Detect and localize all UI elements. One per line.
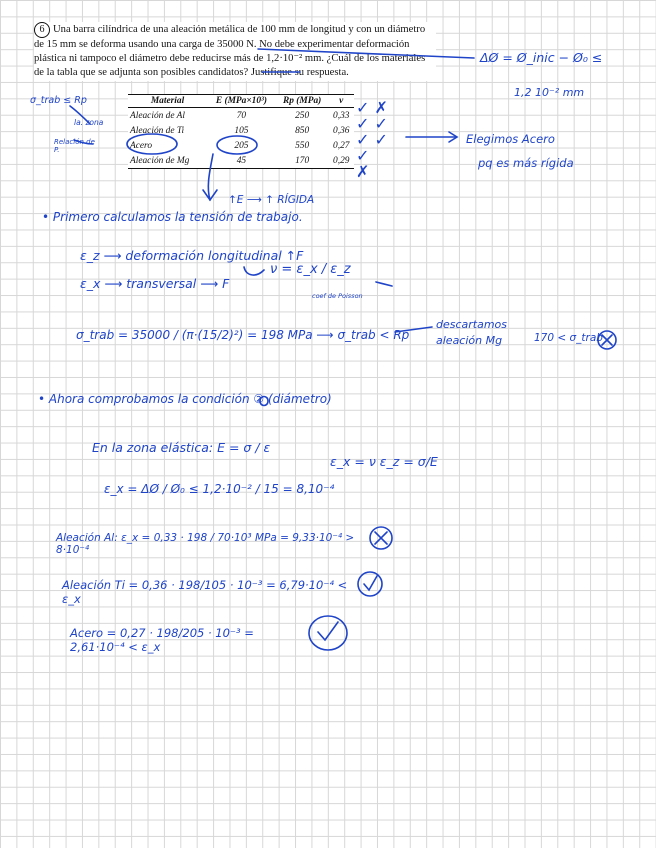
note-stress-condition: σ_trab ≤ Rp — [30, 95, 87, 106]
note-poisson: Relación de P. — [54, 138, 95, 154]
al-check-icon: ✓ ✗ — [356, 98, 388, 117]
cell-yield: 170 — [276, 153, 329, 169]
pointer-line — [258, 49, 474, 58]
modulus-circle — [217, 136, 257, 154]
al-calculation: Aleación Al: ε_x = 0,33 · 198 / 70·10³ MPa = 9,33·10⁻⁴ > 8·10⁻⁴ — [56, 532, 355, 556]
discard-note-1: descartamos — [436, 318, 508, 331]
problem-text: Una barra cilíndrica de una aleación metálica de 100 mm de longitud y con un diámetro de 15 mm se deforma usando una carga de 35000 N. No debe experimentar deformación plástica ni tampoco el diámetro debe reducirse más de 1,2·10⁻² mm. ¿Cuál de los materiales de la tabla que se adjunta son posibles candidatos? Justifique su respuesta. — [34, 24, 426, 79]
discard-note-2: aleación Mg — [436, 334, 503, 347]
mg-cross-icon: ✓ — [356, 146, 370, 165]
header-poisson: ν — [329, 95, 354, 108]
poisson-formula: ν = ε_x / ε_z — [270, 262, 351, 277]
cell-material: Aleación de Ti — [130, 125, 185, 136]
header-yield: Rp (MPa) — [276, 95, 329, 108]
mg-cross-icon-2: ✗ — [356, 162, 370, 181]
nu-glyph — [244, 267, 264, 275]
diameter-condition: ΔØ = Ø_inic − Ø₀ ≤ — [480, 50, 603, 65]
step-2: • Ahora comprobamos la condición ② (diámetro) — [38, 392, 332, 406]
cell-poisson: 0,36 — [333, 125, 350, 136]
cell-poisson: 0,33 — [333, 110, 350, 121]
al-cross — [375, 532, 387, 544]
eps-x-calculation: ε_x = ΔØ / Ø₀ ≤ 1,2·10⁻² / 15 = 8,10⁻⁴ — [104, 482, 335, 496]
cell-poisson: 0,27 — [333, 140, 350, 151]
cell-material: Aleación de Al — [130, 110, 186, 121]
cell-poisson: 0,29 — [329, 153, 354, 169]
cell-modulus: 105 — [234, 125, 249, 136]
cell-material: Acero — [130, 140, 153, 151]
header-modulus: E (MPa×10³) — [207, 95, 276, 108]
stress-calculation: σ_trab = 35000 / (π·(15/2)²) = 198 MPa ⟶ σ_trab < Rp — [76, 328, 410, 342]
cell-yield: 250 — [295, 110, 310, 121]
arrow-down — [208, 154, 213, 200]
steel-calculation: Acero = 0,27 · 198/205 · 10⁻³ = 2,61·10⁻⁴ < ε_x — [70, 626, 254, 654]
note-elastic: la. zona — [74, 118, 104, 127]
header-material: Material — [128, 95, 207, 108]
steel-check-icon: ✓ ✓ — [356, 130, 388, 149]
cell-modulus: 205 — [234, 140, 249, 151]
ti-calculation: Aleación Ti = 0,36 · 198/105 · 10⁻³ = 6,79·10⁻⁴ < ε_x — [62, 578, 348, 606]
step-1: • Primero calculamos la tensión de trabajo. — [42, 210, 303, 224]
rigid-note: ↑E ⟶ ↑ RÍGIDA — [228, 194, 315, 206]
choice-note-1: Elegimos Acero — [466, 132, 555, 146]
steel-check — [318, 622, 338, 640]
mg-cross — [602, 335, 612, 345]
eps-z-note: ε_z ⟶ deformación longitudinal ↑F — [80, 248, 304, 263]
cell-modulus: 45 — [207, 153, 276, 169]
elastic-zone-formula: En la zona elástica: E = σ / ε — [92, 440, 271, 455]
ti-check — [364, 576, 377, 590]
eps-x-note: ε_x ⟶ transversal ⟶ F — [80, 276, 230, 291]
ti-check-icon: ✓ ✓ — [356, 114, 388, 133]
cell-material: Aleación de Mg — [128, 153, 207, 169]
cell-modulus: 70 — [236, 110, 247, 121]
mg-check-note: 170 < σ_trab — [534, 332, 603, 344]
cell-yield: 850 — [295, 125, 310, 136]
strain-relation: ε_x = ν ε_z = σ/E — [330, 454, 438, 469]
steel-circle — [127, 134, 177, 154]
diameter-limit: 1,2 10⁻² mm — [514, 86, 585, 99]
problem-number: 6 — [34, 22, 50, 38]
table-checks — [356, 100, 388, 180]
poisson-pointer — [376, 282, 392, 286]
poisson-label: coef de Poisson — [312, 292, 363, 300]
cell-yield: 550 — [295, 140, 310, 151]
choice-note-2: pq es más rígida — [478, 156, 574, 170]
steel-check-circle — [309, 616, 347, 650]
